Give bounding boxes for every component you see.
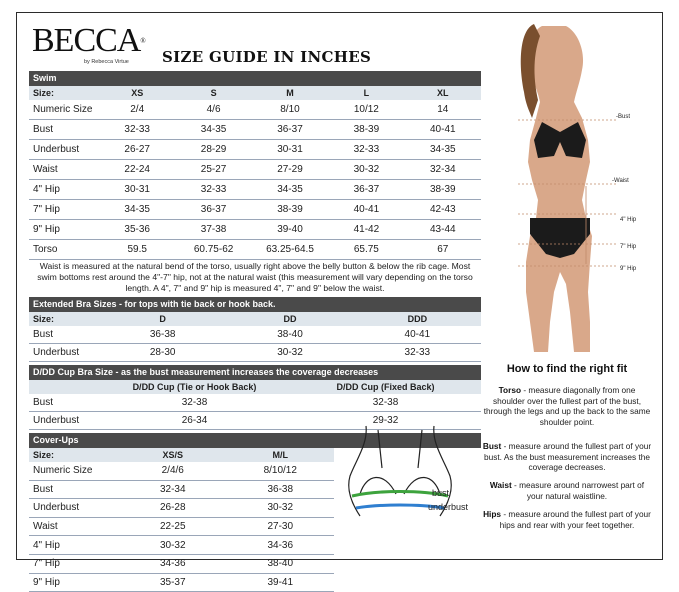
table-cell: 34-35 [405, 140, 481, 160]
column-header: M [252, 86, 328, 100]
table-cell: 2/4/6 [119, 462, 227, 480]
table-cell: 34-36 [119, 554, 227, 573]
table-cell: 30-32 [328, 160, 404, 180]
table-cell: 22-25 [119, 517, 227, 536]
dd-cup-column-headers [29, 380, 481, 394]
bust-sketch [338, 420, 478, 540]
table-cell: 14 [405, 100, 481, 120]
table-cell: 2/4 [99, 100, 175, 120]
table-row [29, 517, 334, 536]
table-cell: 32-38 [290, 394, 481, 412]
table-cell: 32-33 [99, 120, 175, 140]
section-header-swim: Swim [29, 71, 481, 86]
model-figure [521, 24, 592, 352]
table-cell: 43-44 [405, 220, 481, 240]
hip-4-label: 4" Hip [620, 217, 637, 223]
hip-7-label: 7" Hip [620, 244, 637, 250]
fit-item-waist: Waist - measure around narrowest part of your natural waistline. [489, 480, 645, 501]
column-header: D/DD Cup (Tie or Hook Back) [99, 380, 290, 394]
column-header: XS [99, 86, 175, 100]
table-cell: 32-34 [119, 480, 227, 499]
table-cell: 63.25-64.5 [252, 240, 328, 260]
swim-table [29, 86, 481, 260]
row-label: 7" Hip [29, 200, 99, 220]
column-header: Size: [29, 86, 99, 100]
table-cell: 38-39 [405, 180, 481, 200]
waist-label: -Waist [612, 178, 629, 184]
table-cell: 38-40 [227, 554, 335, 573]
table-cell: 38-39 [328, 120, 404, 140]
logo-text: BECCA [32, 22, 141, 59]
table-cell: 30-31 [99, 180, 175, 200]
row-label: Bust [29, 120, 99, 140]
column-header: XL [405, 86, 481, 100]
table-row [29, 462, 334, 480]
table-row [29, 573, 334, 592]
swim-column-headers [29, 86, 481, 100]
column-header: DDD [354, 312, 481, 326]
table-cell: 30-31 [252, 140, 328, 160]
table-cell: 34-35 [99, 200, 175, 220]
table-cell: 59.5 [99, 240, 175, 260]
fit-item-hips: Hips - measure around the fullest part of your hips and rear with your feet together. [483, 509, 651, 530]
table-cell: 39-41 [227, 573, 335, 592]
row-label: Waist [29, 517, 119, 536]
table-cell: 34-36 [227, 536, 335, 555]
table-row [29, 180, 481, 200]
table-cell: 36-38 [99, 326, 226, 344]
table-cell: 32-38 [99, 394, 290, 412]
table-cell: 30-32 [226, 344, 353, 362]
table-cell: 30-32 [119, 536, 227, 555]
waist-note: Waist is measured at the natural bend of the torso, usually right above the belly button & below the rib cage. Most swim bottoms rest around the 4"-7" hip, not at the natural waist (this measurement will vary depending on the torso length. A 4", 7" and 9" hip is measured 4", 7" and 9" below the waist. [37, 261, 473, 293]
row-label: Underbust [29, 140, 99, 160]
table-cell: 36-38 [227, 480, 335, 499]
column-header: Size: [29, 312, 99, 326]
row-label: 4" Hip [29, 180, 99, 200]
table-row [29, 200, 481, 220]
table-cell: 35-37 [119, 573, 227, 592]
measure-4-label: 4" [591, 201, 598, 208]
table-row [29, 160, 481, 180]
table-cell: 32-33 [354, 344, 481, 362]
table-cell: 34-35 [175, 120, 251, 140]
table-cell: 32-33 [175, 180, 251, 200]
row-label: Waist [29, 160, 99, 180]
column-header: DD [226, 312, 353, 326]
table-cell: 8/10 [252, 100, 328, 120]
trademark-mark: ® [140, 37, 145, 45]
row-label: Underbust [29, 499, 119, 518]
column-header [29, 380, 99, 394]
table-cell: 36-37 [175, 200, 251, 220]
table-cell: 26-34 [99, 412, 290, 430]
extended-column-headers [29, 312, 481, 326]
table-cell: 37-38 [175, 220, 251, 240]
underbust-sketch-label: underbust [428, 502, 469, 512]
row-label: Numeric Size [29, 100, 99, 120]
cover-ups-table [29, 448, 334, 592]
row-label: Numeric Size [29, 462, 119, 480]
section-header-cover-ups: Cover-Ups [29, 433, 481, 448]
table-cell: 60.75-62 [175, 240, 251, 260]
table-cell: 26-27 [99, 140, 175, 160]
table-cell: 36-37 [328, 180, 404, 200]
table-cell: 67 [405, 240, 481, 260]
hip-9-label: 9" Hip [620, 266, 637, 272]
table-cell: 28-29 [175, 140, 251, 160]
fit-item-torso: Torso - measure diagonally from one shoulder over the fullest part of the bust, through the legs and up the back to the same shoulder point. [483, 385, 651, 427]
row-label: 7" Hip [29, 554, 119, 573]
table-cell: 30-32 [227, 499, 335, 518]
column-header: L [328, 86, 404, 100]
table-cell: 4/6 [175, 100, 251, 120]
table-row [29, 499, 334, 518]
table-cell: 32-33 [328, 140, 404, 160]
table-cell: 25-27 [175, 160, 251, 180]
row-label: 9" Hip [29, 573, 119, 592]
cover-ups-column-headers [29, 448, 334, 462]
table-cell: 36-37 [252, 120, 328, 140]
column-header: D/DD Cup (Fixed Back) [290, 380, 481, 394]
fit-title: How to find the right fit [506, 363, 628, 375]
table-cell: 38-39 [252, 200, 328, 220]
page-title: SIZE GUIDE IN INCHES [162, 48, 372, 66]
row-label: Bust [29, 326, 99, 344]
column-header: Size: [29, 448, 119, 462]
brand-byline: by Rebecca Virtue [84, 59, 129, 65]
table-row [29, 326, 481, 344]
column-header: D [99, 312, 226, 326]
table-row [29, 536, 334, 555]
row-label: Bust [29, 480, 119, 499]
table-row [29, 480, 334, 499]
row-label: Underbust [29, 344, 99, 362]
table-cell: 22-24 [99, 160, 175, 180]
section-header-dd-cup: D/DD Cup Bra Size - as the bust measurement increases the coverage decreases [29, 365, 481, 380]
table-row [29, 554, 334, 573]
measure-7-label: 7" [591, 227, 598, 234]
row-label: 4" Hip [29, 536, 119, 555]
row-label: Torso [29, 240, 99, 260]
table-cell: 35-36 [99, 220, 175, 240]
table-row [29, 100, 481, 120]
extended-table [29, 312, 481, 362]
table-cell: 34-35 [252, 180, 328, 200]
column-header: S [175, 86, 251, 100]
row-label: Bust [29, 394, 99, 412]
table-row [29, 394, 481, 412]
brand-logo [32, 22, 145, 74]
table-cell: 42-43 [405, 200, 481, 220]
table-cell: 27-30 [227, 517, 335, 536]
table-cell: 65.75 [328, 240, 404, 260]
table-row [29, 220, 481, 240]
table-row [29, 140, 481, 160]
bust-sketch-label: bust [432, 488, 450, 498]
column-header: M/L [227, 448, 335, 462]
bust-label: -Bust [616, 114, 631, 120]
table-cell: 29-32 [290, 412, 481, 430]
table-cell: 40-41 [354, 326, 481, 344]
table-row [29, 120, 481, 140]
table-row [29, 240, 481, 260]
table-cell: 8/10/12 [227, 462, 335, 480]
model-illustration [490, 22, 646, 357]
table-row [29, 344, 481, 362]
row-label: 9" Hip [29, 220, 99, 240]
table-cell: 38-40 [226, 326, 353, 344]
table-cell: 40-41 [328, 200, 404, 220]
table-cell: 41-42 [328, 220, 404, 240]
table-cell: 10/12 [328, 100, 404, 120]
row-label: Underbust [29, 412, 99, 430]
table-cell: 40-41 [405, 120, 481, 140]
table-cell: 39-40 [252, 220, 328, 240]
fit-item-bust: Bust - measure around the fullest part of your bust. As the bust measurement increases the coverage decreases. [482, 441, 652, 472]
measure-9-label: 9" [591, 255, 598, 262]
section-header-extended: Extended Bra Sizes - for tops with tie back or hook back. [29, 297, 481, 312]
column-header: XS/S [119, 448, 227, 462]
table-cell: 32-34 [405, 160, 481, 180]
table-cell: 26-28 [119, 499, 227, 518]
table-cell: 27-29 [252, 160, 328, 180]
table-cell: 28-30 [99, 344, 226, 362]
